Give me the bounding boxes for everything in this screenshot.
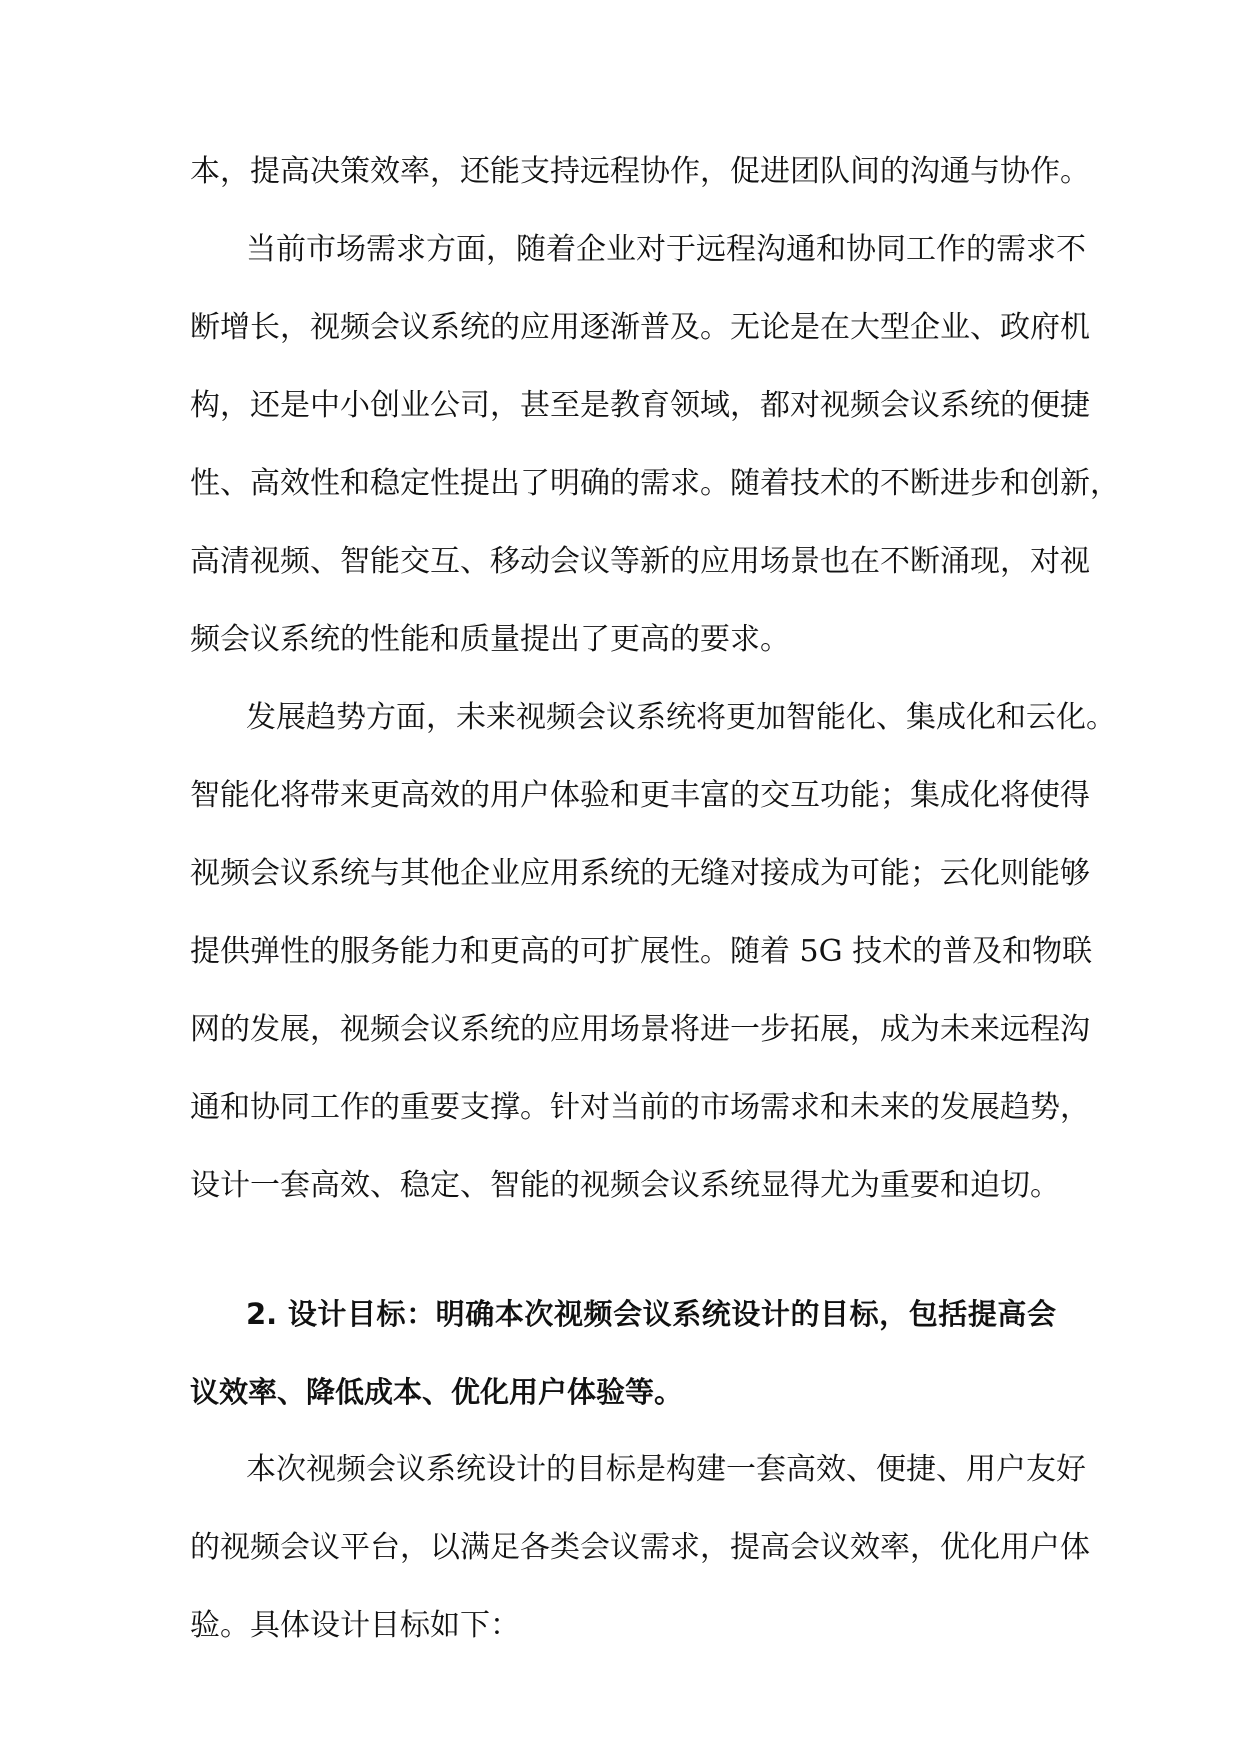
text-line: 发展趋势方面，未来视频会议系统将更加智能化、集成化和云化。 bbox=[246, 700, 1116, 735]
text-line: 性、高效性和稳定性提出了明确的需求。随着技术的不断进步和创新， bbox=[190, 466, 1120, 501]
paragraph-market-demand bbox=[190, 216, 1120, 684]
paragraph-continuation bbox=[190, 138, 1090, 216]
text-line: 视频会议系统与其他企业应用系统的无缝对接成为可能；云化则能够 bbox=[190, 856, 1090, 891]
text-line: 智能化将带来更高效的用户体验和更丰富的交互功能；集成化将使得 bbox=[190, 778, 1090, 813]
section-spacer bbox=[190, 1230, 1056, 1280]
text-line: 提供弹性的服务能力和更高的可扩展性。随着 5G 技术的普及和物联 bbox=[190, 934, 1093, 969]
text-line: 断增长，视频会议系统的应用逐渐普及。无论是在大型企业、政府机 bbox=[190, 310, 1090, 345]
text-line: 通和协同工作的重要支撑。针对当前的市场需求和未来的发展趋势， bbox=[190, 1090, 1090, 1125]
paragraph-design-goals bbox=[190, 1436, 1090, 1670]
text-line: 本，提高决策效率，还能支持远程协作，促进团队间的沟通与协作。 bbox=[190, 154, 1090, 189]
text-line: 频会议系统的性能和质量提出了更高的要求。 bbox=[190, 622, 790, 657]
text-line: 构，还是中小创业公司，甚至是教育领域，都对视频会议系统的便捷 bbox=[190, 388, 1090, 423]
document-body bbox=[190, 138, 1120, 1670]
heading-line: 2. 设计目标：明确本次视频会议系统设计的目标，包括提高会 bbox=[246, 1297, 1056, 1331]
paragraph-development-trend bbox=[190, 684, 1116, 1230]
text-line: 高清视频、智能交互、移动会议等新的应用场景也在不断涌现，对视 bbox=[190, 544, 1090, 579]
section-heading bbox=[190, 1280, 1056, 1436]
text-line: 的视频会议平台，以满足各类会议需求，提高会议效率，优化用户体 bbox=[190, 1530, 1090, 1565]
text-line: 网的发展，视频会议系统的应用场景将进一步拓展，成为未来远程沟 bbox=[190, 1012, 1090, 1047]
text-line: 验。具体设计目标如下： bbox=[190, 1608, 520, 1643]
text-line: 本次视频会议系统设计的目标是构建一套高效、便捷、用户友好 bbox=[246, 1452, 1086, 1487]
text-line: 设计一套高效、稳定、智能的视频会议系统显得尤为重要和迫切。 bbox=[190, 1168, 1060, 1203]
text-line: 当前市场需求方面，随着企业对于远程沟通和协同工作的需求不 bbox=[246, 232, 1086, 267]
heading-line: 议效率、降低成本、优化用户体验等。 bbox=[190, 1375, 684, 1409]
